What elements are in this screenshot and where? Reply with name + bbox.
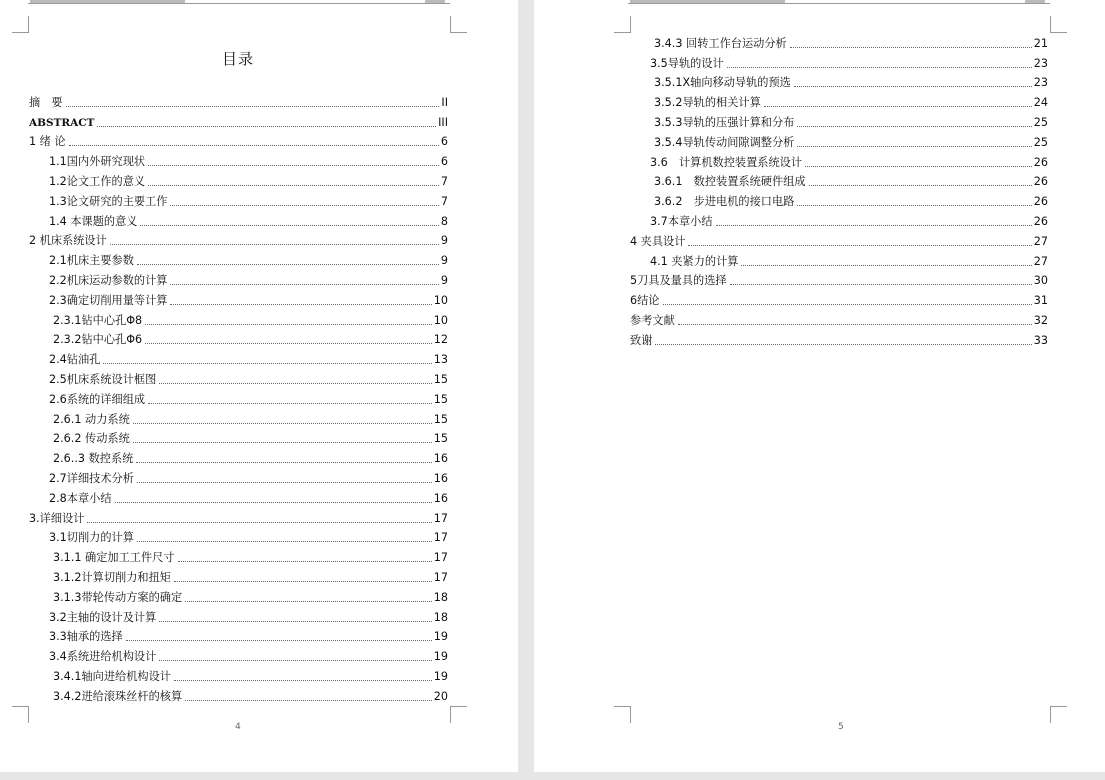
toc-entry-title: 1.2论文工作的意义 — [49, 174, 146, 188]
toc-entry[interactable] — [29, 585, 448, 605]
toc-entry-title: ABSTRACT — [29, 116, 95, 129]
toc-entry[interactable] — [630, 31, 1048, 51]
toc-entry-page-number: 7 — [440, 174, 448, 188]
toc-entry-page-number: 23 — [1033, 56, 1048, 70]
toc-entry[interactable] — [29, 526, 448, 546]
toc-entry[interactable] — [630, 110, 1048, 130]
toc-entry[interactable] — [29, 664, 448, 684]
toc-dot-leader — [794, 86, 1032, 87]
toc-entry[interactable] — [29, 644, 448, 664]
toc-entry[interactable] — [29, 407, 448, 427]
margin-corner-mark — [1050, 16, 1067, 33]
page-number: 4 — [235, 722, 241, 732]
toc-dot-leader — [69, 145, 439, 146]
toc-list-left — [29, 90, 448, 704]
toc-entry-page-number: 27 — [1033, 254, 1048, 268]
toc-entry-title: 摘 要 — [29, 95, 63, 109]
toc-entry-page-number: 7 — [440, 194, 448, 208]
toc-entry[interactable] — [29, 189, 448, 209]
toc-entry[interactable] — [630, 288, 1048, 308]
toc-entry-page-number: 31 — [1033, 294, 1048, 308]
toc-entry[interactable] — [630, 189, 1048, 209]
toc-dot-leader — [133, 442, 432, 443]
toc-dot-leader — [185, 601, 432, 602]
toc-entry-title: 3.2主轴的设计及计算 — [49, 610, 157, 624]
margin-corner-mark — [450, 706, 467, 723]
margin-corner-mark — [12, 16, 29, 33]
margin-corner-mark — [614, 706, 631, 723]
toc-entry-title: 3.5导轨的设计 — [650, 56, 724, 70]
toc-entry[interactable] — [29, 565, 448, 585]
toc-dot-leader — [790, 47, 1032, 48]
toc-dot-leader — [145, 324, 432, 325]
margin-corner-mark — [12, 706, 29, 723]
toc-entry-title: 3.5.3导轨的压强计算和分布 — [654, 115, 795, 129]
toc-entry-page-number: 33 — [1033, 333, 1048, 347]
toc-entry-title: 1.1国内外研究现状 — [49, 155, 146, 169]
toc-entry-page-number: 19 — [433, 669, 448, 683]
toc-entry-page-number: 16 — [433, 452, 448, 466]
toc-entry-title: 3.5.1X轴向移动导轨的预选 — [654, 76, 791, 90]
toc-title: 目录 — [222, 50, 255, 68]
toc-entry[interactable] — [29, 347, 448, 367]
toc-dot-leader — [170, 205, 438, 206]
toc-dot-leader — [148, 165, 439, 166]
toc-entry-page-number: 9 — [440, 273, 448, 287]
toc-dot-leader — [170, 304, 431, 305]
toc-entry-page-number: 18 — [433, 590, 448, 604]
toc-entry-title: 3.1.1 确定加工工件尺寸 — [53, 551, 175, 565]
toc-entry-page-number: 8 — [440, 214, 448, 228]
toc-entry-title: 3.1.2计算切削力和扭矩 — [53, 570, 171, 584]
toc-dot-leader — [178, 561, 432, 562]
toc-entry-title: 2.8本章小结 — [49, 491, 112, 505]
toc-entry[interactable] — [29, 130, 448, 150]
toc-entry-title: 5刀具及量具的选择 — [630, 274, 727, 288]
toc-entry-title: 2 机床系统设计 — [29, 234, 107, 248]
toc-list-right — [630, 31, 1048, 348]
toc-entry-page-number: 16 — [433, 471, 448, 485]
toc-entry-title: 6结论 — [630, 294, 660, 308]
toc-dot-leader — [97, 126, 436, 127]
toc-entry-title: 2.3.2钻中心孔Φ6 — [53, 333, 143, 347]
toc-entry-title: 1.3论文研究的主要工作 — [49, 194, 168, 208]
toc-entry[interactable] — [630, 249, 1048, 269]
margin-corner-mark — [450, 16, 467, 33]
toc-dot-leader — [136, 462, 431, 463]
toc-entry-page-number: 25 — [1033, 135, 1048, 149]
toc-entry-page-number: 15 — [433, 372, 448, 386]
toc-entry-page-number: 9 — [440, 234, 448, 248]
toc-entry[interactable] — [630, 90, 1048, 110]
right-page — [534, 0, 1105, 772]
toc-dot-leader — [140, 225, 438, 226]
toc-entry-page-number: 32 — [1033, 313, 1048, 327]
toc-entry-page-number: 17 — [433, 531, 448, 545]
toc-entry-title: 3.4系统进给机构设计 — [49, 650, 157, 664]
toc-dot-leader — [174, 680, 432, 681]
toc-entry-page-number: 10 — [433, 313, 448, 327]
toc-entry-title: 2.6..3 数控系统 — [53, 452, 134, 466]
toc-entry-title: 3.4.1轴向进给机构设计 — [53, 669, 171, 683]
toc-entry-page-number: 6 — [440, 135, 448, 149]
toc-dot-leader — [103, 363, 431, 364]
toc-entry[interactable] — [630, 150, 1048, 170]
toc-entry[interactable] — [29, 545, 448, 565]
toc-entry[interactable] — [29, 169, 448, 189]
toc-entry-title: 3.1切削力的计算 — [49, 531, 134, 545]
toc-entry[interactable] — [630, 269, 1048, 289]
toc-dot-leader — [805, 166, 1032, 167]
toc-entry-page-number: 23 — [1033, 76, 1048, 90]
toc-dot-leader — [797, 205, 1031, 206]
toc-entry-title: 1.4 本课题的意义 — [49, 214, 138, 228]
toc-dot-leader — [159, 383, 431, 384]
toc-entry[interactable] — [29, 466, 448, 486]
toc-entry-page-number: 9 — [440, 254, 448, 268]
toc-entry-title: 4.1 夹紧力的计算 — [650, 254, 739, 268]
toc-entry-page-number: 26 — [1033, 214, 1048, 228]
toc-dot-leader — [145, 343, 432, 344]
toc-dot-leader — [174, 581, 432, 582]
toc-dot-leader — [148, 185, 439, 186]
toc-dot-leader — [170, 284, 438, 285]
toc-entry-page-number: 24 — [1033, 96, 1048, 110]
toc-entry-title: 3.4.3 回转工作台运动分析 — [654, 36, 787, 50]
toc-entry-title: 3.3轴承的选择 — [49, 630, 123, 644]
left-page — [0, 0, 518, 772]
toc-dot-leader — [809, 185, 1032, 186]
toc-dot-leader — [110, 244, 439, 245]
toc-entry-page-number: II — [441, 95, 448, 109]
toc-entry[interactable] — [630, 328, 1048, 348]
toc-entry-title: 3.4.2进给滚珠丝杆的核算 — [53, 689, 183, 703]
toc-dot-leader — [137, 541, 432, 542]
toc-dot-leader — [137, 264, 439, 265]
toc-entry-title: 2.6.1 动力系统 — [53, 412, 130, 426]
toc-entry-title: 3.6 计算机数控装置系统设计 — [650, 155, 803, 169]
toc-dot-leader — [730, 284, 1032, 285]
toc-entry-title: 2.2机床运动参数的计算 — [49, 273, 168, 287]
toc-entry[interactable] — [29, 486, 448, 506]
toc-entry-page-number: 10 — [433, 293, 448, 307]
toc-entry[interactable] — [630, 170, 1048, 190]
toc-dot-leader — [148, 403, 432, 404]
toc-dot-leader — [185, 700, 432, 701]
toc-dot-leader — [716, 225, 1032, 226]
toc-entry[interactable] — [29, 268, 448, 288]
toc-entry-page-number: 16 — [433, 491, 448, 505]
toc-entry-title: 致谢 — [630, 333, 653, 347]
toc-entry[interactable] — [29, 605, 448, 625]
toc-entry[interactable] — [29, 506, 448, 526]
toc-dot-leader — [87, 522, 431, 523]
toc-entry-page-number: 15 — [433, 392, 448, 406]
toc-entry[interactable] — [29, 149, 448, 169]
toc-entry[interactable] — [29, 625, 448, 645]
toc-entry[interactable] — [630, 229, 1048, 249]
toc-dot-leader — [678, 324, 1032, 325]
toc-dot-leader — [797, 126, 1031, 127]
toc-entry-page-number: 26 — [1033, 155, 1048, 169]
toc-entry[interactable] — [29, 446, 448, 466]
toc-entry-page-number: 17 — [433, 511, 448, 525]
toc-entry-page-number: 27 — [1033, 234, 1048, 248]
margin-corner-mark — [1050, 706, 1067, 723]
toc-entry[interactable] — [630, 209, 1048, 229]
toc-entry-page-number: 15 — [433, 432, 448, 446]
toc-entry[interactable] — [29, 684, 448, 704]
toc-entry-page-number: 26 — [1033, 195, 1048, 209]
toc-entry-page-number: 21 — [1033, 36, 1048, 50]
toc-dot-leader — [159, 621, 431, 622]
toc-entry-title: 2.3.1钻中心孔Φ8 — [53, 313, 143, 327]
toc-entry-title: 3.5.4导轨传动间隙调整分析 — [654, 135, 795, 149]
toc-entry[interactable] — [29, 248, 448, 268]
toc-entry[interactable] — [630, 130, 1048, 150]
toc-entry-title: 2.6.2 传动系统 — [53, 432, 130, 446]
toc-entry-title: 2.1机床主要参数 — [49, 254, 134, 268]
toc-entry[interactable] — [29, 288, 448, 308]
toc-entry-page-number: 30 — [1033, 274, 1048, 288]
toc-entry-page-number: 25 — [1033, 115, 1048, 129]
toc-dot-leader — [688, 245, 1031, 246]
toc-entry-title: 参考文献 — [630, 313, 675, 327]
toc-entry-title: 3.5.2导轨的相关计算 — [654, 96, 761, 110]
toc-dot-leader — [797, 146, 1031, 147]
toc-entry-page-number: 26 — [1033, 175, 1048, 189]
toc-entry[interactable] — [29, 308, 448, 328]
toc-entry-title: 2.6系统的详细组成 — [49, 392, 146, 406]
toc-entry[interactable] — [630, 71, 1048, 91]
toc-entry-title: 3.6.1 数控装置系统硬件组成 — [654, 175, 806, 189]
toc-entry-title: 3.详细设计 — [29, 511, 85, 525]
toc-entry-title: 2.3确定切削用量等计算 — [49, 293, 168, 307]
toc-entry-page-number: 6 — [440, 155, 448, 169]
page-number: 5 — [838, 722, 844, 732]
header-rule — [28, 3, 450, 4]
toc-entry-page-number: 18 — [433, 610, 448, 624]
toc-entry-page-number: 17 — [433, 551, 448, 565]
toc-entry-page-number: III — [438, 115, 448, 129]
margin-corner-mark — [614, 16, 631, 33]
toc-dot-leader — [741, 265, 1031, 266]
toc-entry-page-number: 19 — [433, 630, 448, 644]
toc-entry[interactable] — [630, 51, 1048, 71]
toc-dot-leader — [115, 502, 432, 503]
toc-dot-leader — [126, 640, 432, 641]
toc-entry-title: 2.7详细技术分析 — [49, 471, 134, 485]
toc-dot-leader — [137, 482, 432, 483]
header-rule — [628, 3, 1050, 4]
toc-entry-page-number: 20 — [433, 689, 448, 703]
toc-entry[interactable] — [29, 387, 448, 407]
toc-entry[interactable] — [29, 209, 448, 229]
toc-dot-leader — [764, 106, 1032, 107]
toc-dot-leader — [727, 67, 1032, 68]
toc-entry[interactable] — [630, 308, 1048, 328]
toc-entry-title: 3.1.3带轮传动方案的确定 — [53, 590, 183, 604]
toc-dot-leader — [159, 660, 431, 661]
toc-entry-title: 4 夹具设计 — [630, 234, 686, 248]
toc-entry[interactable] — [29, 110, 448, 130]
toc-dot-leader — [66, 106, 440, 107]
toc-dot-leader — [663, 304, 1032, 305]
toc-entry-title: 2.5机床系统设计框图 — [49, 372, 157, 386]
toc-entry-page-number: 13 — [433, 353, 448, 367]
toc-dot-leader — [655, 344, 1031, 345]
toc-entry-title: 2.4钻油孔 — [49, 353, 101, 367]
toc-entry[interactable] — [29, 328, 448, 348]
toc-entry[interactable] — [29, 427, 448, 447]
toc-entry-page-number: 19 — [433, 650, 448, 664]
toc-entry-title: 1 绪 论 — [29, 135, 66, 149]
toc-dot-leader — [133, 423, 432, 424]
toc-entry[interactable] — [29, 367, 448, 387]
toc-entry-page-number: 17 — [433, 570, 448, 584]
toc-entry[interactable] — [29, 90, 448, 110]
toc-entry-title: 3.7本章小结 — [650, 214, 713, 228]
toc-entry-page-number: 15 — [433, 412, 448, 426]
toc-entry[interactable] — [29, 229, 448, 249]
toc-entry-title: 3.6.2 步进电机的接口电路 — [654, 195, 795, 209]
toc-entry-page-number: 12 — [433, 333, 448, 347]
